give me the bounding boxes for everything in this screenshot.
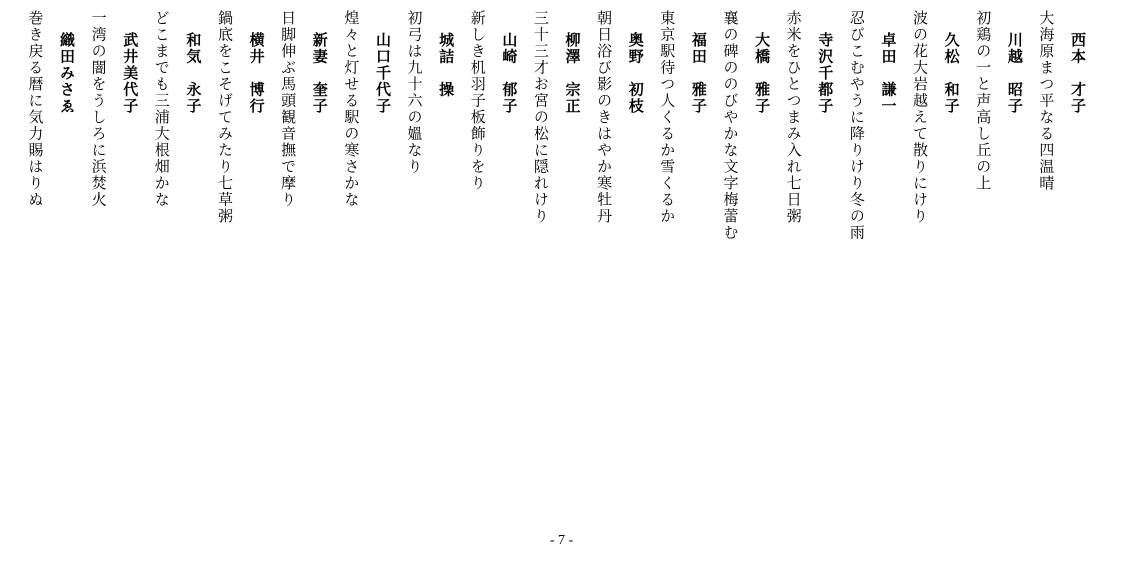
haiku-verse: 忍びこむやうに降りけり冬の雨 — [847, 10, 866, 241]
haiku-entry — [272, 10, 335, 510]
haiku-entry — [1030, 10, 1093, 510]
author-name: 川越 昭子 — [1005, 32, 1024, 115]
author-name: 福田 雅子 — [689, 32, 708, 115]
haiku-verse: 初弓は九十六の媼なり — [405, 10, 424, 175]
author-name: 寺沢千都子 — [816, 32, 835, 115]
haiku-entry — [19, 10, 82, 510]
haiku-verse: 大海原まつ平なる四温晴 — [1037, 10, 1056, 192]
haiku-entry — [524, 10, 587, 510]
haiku-verse: 巻き戻る暦に気力賜はりぬ — [26, 10, 45, 208]
haiku-verse: 三十三才お宮の松に隠れけり — [531, 10, 550, 225]
author-name: 奥野 初枝 — [626, 32, 645, 115]
haiku-verse: 新しき机羽子板飾りをり — [468, 10, 487, 192]
author-name: 卓田 謙一 — [879, 32, 898, 115]
author-name: 久松 和子 — [942, 32, 961, 115]
page-number: - 7 - — [549, 533, 574, 548]
haiku-verse: 赤米をひとつまみ入れ七日粥 — [784, 10, 803, 225]
author-name: 西本 才子 — [1069, 32, 1087, 115]
haiku-entry — [967, 10, 1030, 510]
author-name: 新妻 奎子 — [310, 32, 329, 115]
haiku-entry — [208, 10, 271, 510]
haiku-verse: 初鶏の一と声高し丘の上 — [974, 10, 993, 192]
haiku-verse: 襄の碑ののびやかな文字梅蕾む — [721, 10, 740, 241]
haiku-entry — [145, 10, 208, 510]
haiku-entry — [777, 10, 840, 510]
author-name: 城詰 操 — [437, 32, 456, 98]
author-name: 大橋 雅子 — [753, 32, 772, 115]
author-name: 武井美代子 — [121, 32, 140, 115]
haiku-verse: 波の花大岩越えて散りにけり — [911, 10, 930, 225]
haiku-verse: 鍋底をこそげてみたり七草粥 — [215, 10, 234, 225]
haiku-verse: 日脚伸ぶ馬頭観音撫で摩り — [279, 10, 298, 208]
haiku-entry — [82, 10, 145, 510]
haiku-list — [19, 10, 1093, 510]
haiku-entry — [461, 10, 524, 510]
haiku-entry — [714, 10, 777, 510]
author-name: 山崎 郁子 — [500, 32, 519, 115]
author-name: 和気 永子 — [184, 32, 203, 115]
haiku-entry — [651, 10, 714, 510]
haiku-verse: どこまでも三浦大根畑かな — [152, 10, 171, 208]
haiku-entry — [335, 10, 398, 510]
haiku-entry — [903, 10, 966, 510]
haiku-entry — [398, 10, 461, 510]
author-name: 織田みさゑ — [58, 32, 76, 115]
haiku-verse: 一湾の闇をうしろに浜焚火 — [89, 10, 108, 208]
author-name: 山口千代子 — [373, 32, 392, 115]
haiku-entry — [840, 10, 903, 510]
haiku-verse: 煌々と灯せる駅の寒さかな — [342, 10, 361, 208]
haiku-entry — [588, 10, 651, 510]
author-name: 柳澤 宗正 — [563, 32, 582, 115]
author-name: 横井 博行 — [247, 32, 266, 115]
haiku-verse: 東京駅待つ人くるか雪くるか — [658, 10, 677, 225]
haiku-verse: 朝日浴び影のきはやか寒牡丹 — [595, 10, 614, 225]
